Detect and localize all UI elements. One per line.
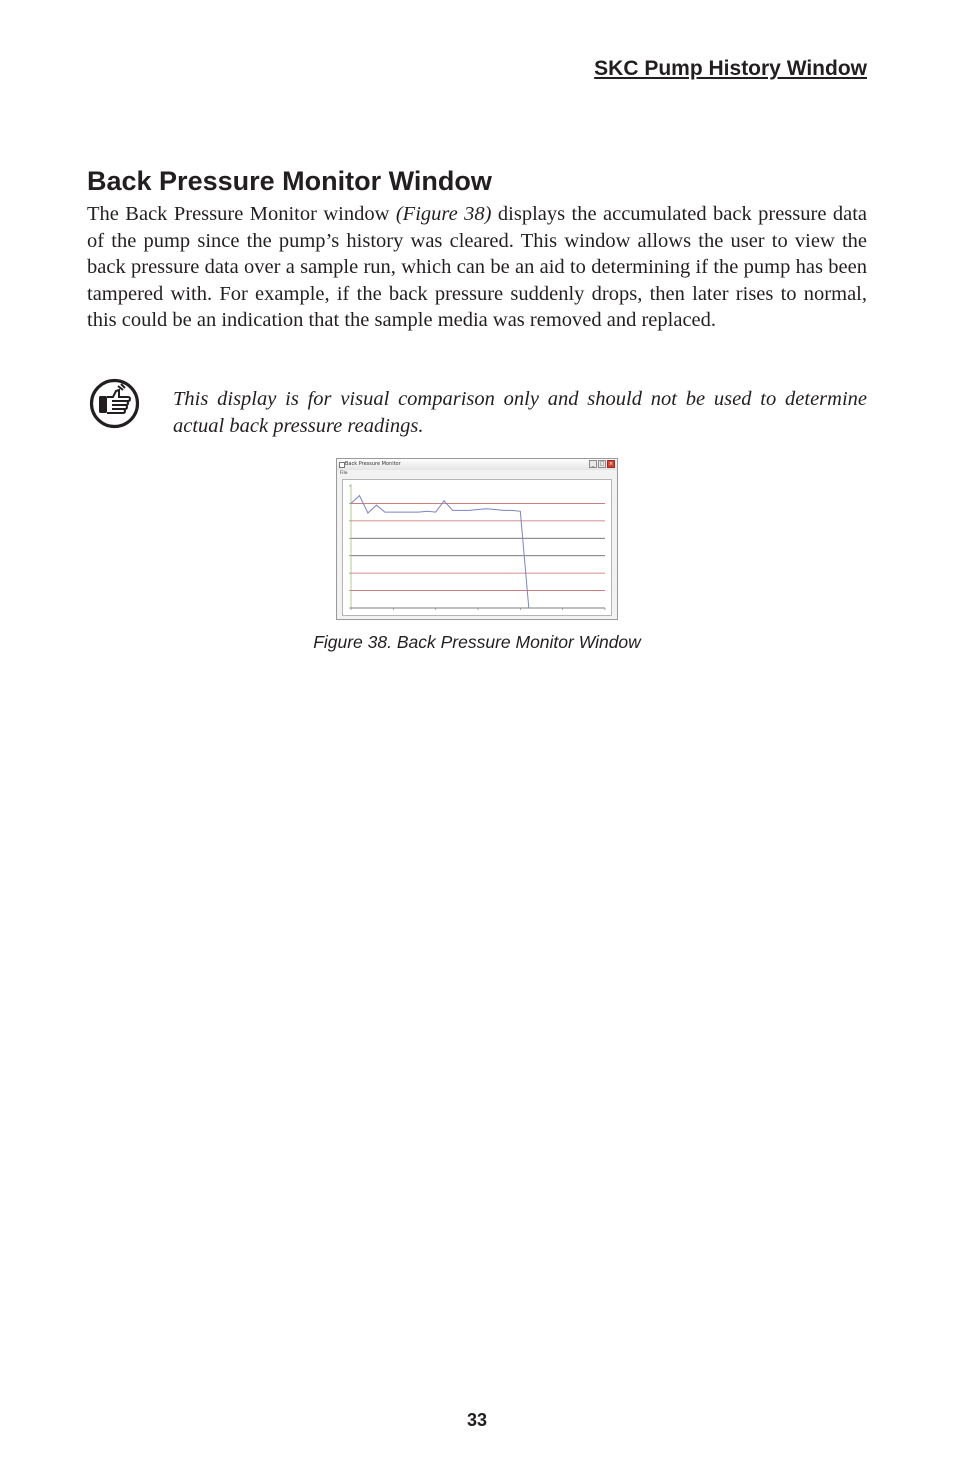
app-icon (339, 462, 345, 468)
data-point-17 (495, 509, 496, 510)
data-point-10 (435, 512, 436, 513)
paragraph-text-end: displays the accumulated back pressure data of the pump since the pump’s history was cleared. This window allows the user to view the back pressure data over a sample run, which can be an aid to determining if the pump has been tampered with. For example, if the back pressure suddenly drops, then later rises to normal, this could be an indication that the sample media was removed and replaced. (87, 203, 868, 331)
window-titlebar (337, 459, 617, 470)
data-point-3 (376, 505, 377, 506)
body-paragraph (87, 201, 867, 334)
data-point-7 (410, 512, 411, 513)
back-pressure-monitor-window (336, 458, 618, 620)
running-header: SKC Pump History Window (594, 57, 867, 80)
figure-reference: (Figure 38) (395, 203, 492, 225)
window-title: Back Pressure Monitor (345, 461, 401, 467)
close-button[interactable]: × (608, 461, 614, 467)
data-point-14 (469, 510, 470, 511)
data-point-19 (511, 510, 512, 511)
data-point-9 (427, 511, 428, 512)
data-point-13 (461, 510, 462, 511)
maximize-button[interactable]: □ (599, 461, 605, 467)
data-point-0 (351, 503, 352, 504)
back-pressure-chart (343, 480, 611, 615)
data-point-15 (478, 509, 479, 510)
data-point-1 (359, 495, 360, 496)
page-number: 33 (466, 1410, 488, 1430)
figure-caption: Figure 38. Back Pressure Monitor Window (313, 632, 641, 652)
pointing-hand-note-icon (88, 377, 141, 430)
data-point-4 (384, 512, 385, 513)
data-point-20 (520, 511, 521, 512)
data-point-16 (486, 508, 487, 509)
paragraph-text-start: The Back Pressure Monitor window (87, 203, 396, 225)
data-point-5 (393, 512, 394, 513)
data-point-18 (503, 510, 504, 511)
menu-file[interactable]: File (340, 471, 348, 476)
note-text: This display is for visual comparison only and should not be used to determine actual back pressure readings. (173, 388, 867, 437)
data-point-2 (368, 513, 369, 514)
data-point-6 (401, 512, 402, 513)
data-point-11 (444, 500, 445, 501)
chart-plot-area (342, 479, 612, 616)
menu-bar (337, 470, 617, 478)
data-point-21 (528, 608, 529, 609)
section-title: Back Pressure Monitor Window (87, 166, 492, 196)
minimize-button[interactable]: _ (589, 460, 597, 468)
series-line-0 (351, 496, 529, 608)
data-point-8 (418, 512, 419, 513)
data-point-12 (452, 510, 453, 511)
